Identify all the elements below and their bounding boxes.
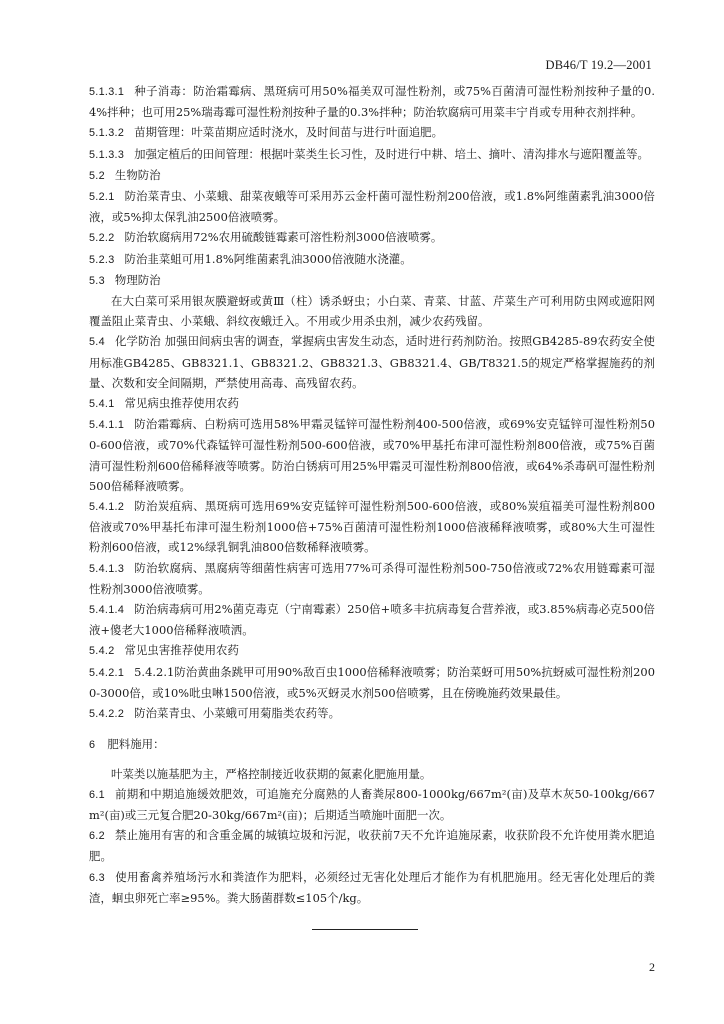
clause-paragraph — [89, 81, 655, 122]
clause-paragraph — [89, 414, 655, 496]
clause-number: 5.2.2 — [89, 232, 115, 245]
clause-paragraph — [89, 867, 655, 908]
clause-number: 5.1.3.1 — [89, 86, 125, 98]
document-body — [89, 81, 655, 908]
clause-paragraph — [89, 165, 655, 186]
clause-number: 5.4.1.2 — [89, 501, 125, 514]
clause-number: 5.1.3.2 — [89, 127, 125, 140]
clause-number: 5.4.1.1 — [89, 419, 125, 432]
clause-paragraph — [89, 249, 655, 270]
clause-text: 在大白菜可采用银灰膜避蚜或黄Ⅲ（柱）诱杀蚜虫；小白菜、青菜、甘蓝、芹菜生产可利用防虫网或遮阳网覆盖阻止菜青虫、小菜蛾、斜纹夜蛾迁入。不用或少用杀虫剂，减少农药残留。 — [89, 294, 655, 329]
clause-number: 5.2.1 — [89, 191, 115, 204]
end-rule — [312, 929, 418, 930]
clause-paragraph — [89, 558, 655, 599]
clause-text: 使用畜禽养殖场污水和粪渣作为肥料，必须经过无害化处理后才能作为有机肥施用。经无害化处理后的粪渣，蛔虫卵死亡率≥95%。粪大肠菌群数≤105个/kg。 — [89, 869, 655, 905]
clause-paragraph — [89, 825, 655, 866]
clause-text: 物理防治 — [114, 272, 161, 287]
section-6-intro: 叶菜类以施基肥为主，严格控制接近收获期的氮素化肥施用量。 — [111, 766, 432, 781]
document-code: DB46/T 19.2—2001 — [545, 58, 652, 72]
clause-paragraph — [89, 144, 655, 165]
clause-paragraph — [89, 291, 655, 331]
clause-text: 常见病虫推荐使用农药 — [124, 396, 239, 411]
clause-text: 防治软腐病用72%农用硫酸链霉素可溶性粉剂3000倍液喷雾。 — [124, 230, 443, 245]
clause-text: 防治病毒病可用2%菌克毒克（宁南霉素）250倍+喷多丰抗病毒复合营养液，或3.85%病毒必克500倍液+傻老大1000倍稀释液喷洒。 — [89, 602, 655, 638]
clause-number: 5.4 — [89, 336, 105, 349]
clause-text: 苗期管理：叶菜苗期应适时浇水，及时间苗与进行叶面追肥。 — [134, 125, 444, 140]
clause-text: 常见虫害推荐使用农药 — [124, 643, 239, 658]
clause-paragraph — [89, 784, 655, 825]
clause-paragraph — [89, 640, 655, 661]
clause-text: 禁止施用有害的和含重金属的城镇垃圾和污泥，收获前7天不允许追施尿素，收获阶段不允许使用粪水肥追肥。 — [89, 828, 655, 864]
clause-paragraph — [89, 703, 655, 724]
clause-paragraph — [89, 122, 655, 143]
clause-number: 6.3 — [89, 871, 105, 884]
clause-text: 5.4.2.1防治黄曲条跳甲可用90%敌百虫1000倍稀释液喷雾；防治菜蚜可用50%抗蚜威可湿性粉剂2000-3000倍，或10%吡虫啉1500倍液，或5%灭蚜灵水剂500倍喷雾，且在傍晚施药效果最佳。 — [89, 664, 655, 700]
clause-number: 5.2.3 — [89, 253, 115, 266]
clause-paragraph — [89, 496, 655, 558]
clause-paragraph — [89, 599, 655, 640]
clause-number: 5.3 — [89, 274, 105, 287]
clause-paragraph — [89, 227, 655, 248]
clause-text: 防治菜青虫、小菜蛾、甜菜夜蛾等可采用苏云金杆菌可湿性粉剂200倍液，或1.8%阿维菌素乳油3000倍液，或5%抑太保乳油2500倍液喷雾。 — [89, 189, 655, 225]
clause-text: 防治软腐病、黑腐病等细菌性病害可选用77%可杀得可湿性粉剂500-750倍液或72%农用链霉素可湿性粉剂3000倍液喷雾。 — [89, 560, 655, 596]
clause-number: 6.1 — [89, 788, 105, 801]
section-6-heading — [89, 734, 655, 755]
clause-number: 5.2 — [89, 169, 105, 182]
clause-text: 生物防治 — [114, 167, 161, 182]
clause-text: 防治炭疽病、黑斑病可选用69%安克锰锌可湿性粉剂500-600倍液，或80%炭疽福美可湿性粉剂800倍液或70%甲基托布津可湿生粉剂1000倍+75%百菌清可湿性粉剂1000倍液稀释液喷雾，或80%大生可湿性粉剂600倍液，或12%绿乳铜乳油800倍数稀释液喷雾。 — [89, 499, 655, 555]
clause-number: 5.1.3.3 — [89, 148, 125, 161]
clause-number: 5.4.1.4 — [89, 604, 125, 617]
paragraph-list — [89, 81, 655, 724]
section-number: 6 — [89, 739, 96, 752]
clause-number: 5.4.2.2 — [89, 708, 125, 721]
clause-paragraph — [89, 662, 655, 703]
clause-text: 前期和中期追施缓效肥效，可追施充分腐熟的人畜粪尿800-1000kg/667m²(亩)及草木灰50-100kg/667m²(亩)或三元复合肥20-30kg/667m²(亩)；后期适当喷施叶面肥一次。 — [89, 786, 655, 822]
clause-text: 种子消毒：防治霜霉病、黑斑病可用50%福美双可湿性粉剂，或75%百菌清可湿性粉剂按种子量的0.4%拌种；也可用25%瑞毒霉可湿性粉剂按种子量的0.3%拌种；防治软腐病可用菜丰宁肖或专用种衣剂拌种。 — [89, 84, 655, 120]
section-6-items — [89, 784, 655, 908]
clause-paragraph — [89, 270, 655, 291]
clause-text: 防治韭菜蛆可用1.8%阿维菌素乳油3000倍液随水浇灌。 — [124, 251, 412, 266]
page-number: 2 — [649, 960, 655, 974]
section-title: 肥料施用： — [107, 737, 165, 752]
clause-number: 5.4.2 — [89, 645, 115, 658]
clause-text: 化学防治 加强田间病虫害的调查，掌握病虫害发生动态，适时进行药剂防治。按照GB4285-89农药安全使用标准GB4285、GB8321.1、GB8321.2、GB8321.3、GB8321.4、GB/T8321.5的规定严格掌握施药的剂量、次数和安全间隔期，严禁使用高毒、高残留农药。 — [89, 334, 655, 390]
clause-paragraph — [89, 186, 655, 227]
clause-text: 防治霜霉病、白粉病可选用58%甲霜灵锰锌可湿性粉剂400-500倍液，或69%安克锰锌可湿性粉剂500-600倍液，或70%代森锰锌可湿性粉剂500-600倍液，或70%甲基托布津可湿性粉剂800倍液，或75%百菌清可湿性粉剂600倍稀释液等喷雾。防治白锈病可用25%甲霜灵可湿性粉剂800倍液，或64%杀毒矾可湿性粉剂500倍稀释液喷雾。 — [89, 417, 655, 493]
clause-number: 5.4.1.3 — [89, 562, 125, 575]
clause-number: 6.2 — [89, 830, 105, 843]
clause-number: 5.4.2.1 — [89, 666, 125, 679]
clause-paragraph — [89, 393, 655, 414]
clause-text: 防治菜青虫、小菜蛾可用菊脂类农药等。 — [134, 706, 341, 721]
clause-text: 加强定植后的田间管理：根据叶菜类生长习性，及时进行中耕、培土、摘叶、清沟排水与遮阳覆盖等。 — [134, 146, 649, 161]
clause-number: 5.4.1 — [89, 398, 115, 411]
clause-paragraph — [89, 331, 655, 393]
